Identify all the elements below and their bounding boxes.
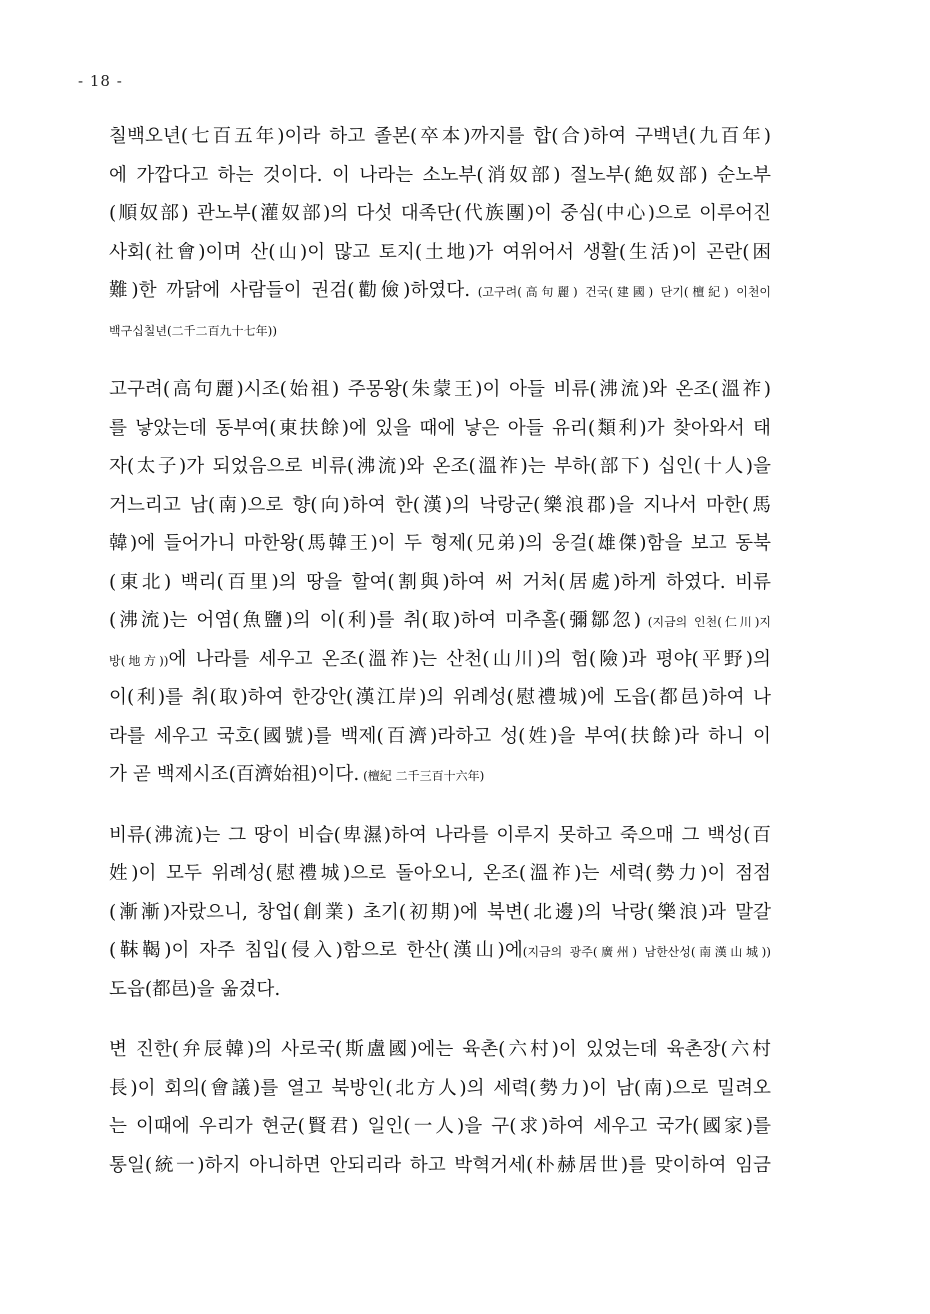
text-line: 韓)에 들어가니 마한왕(馬韓王)이 두 형제(兄弟)의 웅걸(雄傑)함을 보고 동북 bbox=[109, 533, 771, 554]
text-line: (漸漸)자랐으니, 창업(創業) 초기(初期)에 북변(北邊)의 낙랑(樂浪)과 말갈 bbox=[109, 901, 771, 923]
text-line: 자(太子)가 되었음으로 비류(沸流)와 온조(溫祚)는 부하(部下) 십인(十人)을 bbox=[109, 456, 771, 477]
text-line: 변 진한(弁辰韓)의 사로국(斯盧國)에는 육촌(六村)이 있었는데 육촌장(六村 bbox=[109, 1039, 771, 1060]
text-line: 姓)이 모두 위례성(慰禮城)으로 돌아오니, 온조(溫祚)는 세력(勢力)이 점점 bbox=[109, 863, 771, 884]
document-body bbox=[109, 118, 771, 1207]
footnote-text: (지금의 광주(廣州) 남한산성(南漢山城)) bbox=[522, 945, 771, 959]
text-line bbox=[109, 311, 771, 350]
text-line: 거느리고 남(南)으로 향(向)하여 한(漢)의 낙랑군(樂浪郡)을 지나서 마한(馬 bbox=[109, 494, 771, 516]
text-line: 라를 세우고 국호(國號)를 백제(百濟)라하고 성(姓)을 부여(扶餘)라 하니 이 bbox=[109, 725, 771, 747]
text-line: (東北) 백리(百里)의 땅을 할여(割與)하여 써 거처(居處)하게 하였다. 비류 bbox=[109, 571, 771, 593]
text-line: 고구려(高句麗)시조(始祖) 주몽왕(朱蒙王)이 아들 비류(沸流)와 온조(溫祚) bbox=[109, 379, 771, 400]
paragraph bbox=[109, 1031, 771, 1185]
text-line: 도읍(都邑)을 옮겼다. bbox=[109, 978, 281, 1000]
footnote-text: (고구려(高句麗) 건국(建國) 단기(檀紀) 이천이 bbox=[470, 285, 771, 299]
paragraph bbox=[109, 817, 771, 1010]
text-line bbox=[109, 641, 771, 680]
text-line bbox=[109, 272, 771, 311]
paragraph bbox=[109, 118, 771, 349]
text-line: 長)이 회의(會議)를 열고 북방인(北方人)의 세력(勢力)이 남(南)으로 밀려오 bbox=[109, 1077, 771, 1099]
text-line: (順奴部) 관노부(灌奴部)의 다섯 대족단(代族團)이 중심(中心)으로 이루어진 bbox=[109, 203, 771, 224]
text-line: 사회(社會)이며 산(山)이 많고 토지(土地)가 여위어서 생활(生活)이 곤란(困 bbox=[109, 241, 771, 263]
text-line: 를 낳았는데 동부여(東扶餘)에 있을 때에 낳은 아들 유리(類利)가 찾아와서 태 bbox=[109, 417, 771, 439]
text-line bbox=[109, 602, 771, 641]
text-main: 에 나라를 세우고 온조(溫祚)는 산천(山川)의 험(險)과 평야(平野)의 bbox=[168, 648, 771, 670]
text-line: 이(利)를 취(取)하여 한강안(漢江岸)의 위례성(慰禮城)에 도읍(都邑)하여 나 bbox=[109, 687, 771, 708]
text-main: 가 곧 백제시조(百濟始祖)이다. bbox=[109, 764, 360, 785]
text-main: (靺鞨)이 자주 침입(侵入)함으로 한산(漢山)에 bbox=[109, 940, 523, 961]
text-line bbox=[109, 756, 771, 795]
footnote-text: 백구십칠년(二千二百九十七年)) bbox=[109, 323, 278, 338]
text-line: 에 가깝다고 하는 것이다. 이 나라는 소노부(消奴部) 절노부(絶奴部) 순노부 bbox=[109, 164, 771, 186]
page-number: - 18 - bbox=[78, 72, 123, 90]
footnote-text: (檀紀 二千三百十六年) bbox=[359, 769, 485, 783]
footnote-text: (지금의 인천(仁川)지 bbox=[641, 615, 771, 629]
text-line: 통일(統一)하지 아니하면 안되리라 하고 박혁거세(朴赫居世)를 맞이하여 임금 bbox=[109, 1154, 771, 1176]
text-line: 비류(沸流)는 그 땅이 비습(卑濕)하여 나라를 이루지 못하고 죽으매 그 백성(百 bbox=[109, 824, 771, 846]
text-line bbox=[109, 932, 771, 971]
text-main: (沸流)는 어염(魚鹽)의 이(利)를 취(取)하여 미추홀(彌鄒忽) bbox=[109, 610, 642, 631]
text-main: 難)한 까닭에 사람들이 권검(勸儉)하였다. bbox=[109, 280, 471, 301]
text-line: 는 이때에 우리가 현군(賢君) 일인(一人)을 구(求)하여 세우고 국가(國家)를 bbox=[109, 1116, 771, 1137]
text-line: 칠백오년(七百五年)이라 하고 졸본(卒本)까지를 합(合)하여 구백년(九百年) bbox=[109, 126, 771, 147]
footnote-text: 방(地方)) bbox=[109, 653, 169, 668]
paragraph bbox=[109, 371, 771, 795]
